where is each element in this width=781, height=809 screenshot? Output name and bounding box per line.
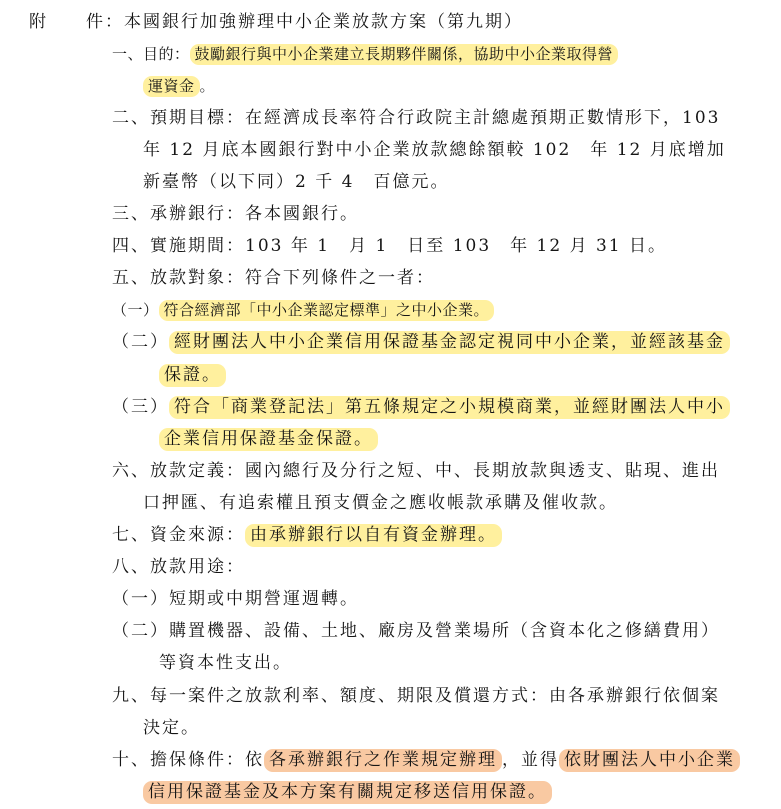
doc-line <box>0 231 781 263</box>
highlighted-text-run: 符合「商業登記法」第五條規定之小規模商業，並經財團法人中小 <box>169 396 730 419</box>
doc-line <box>0 199 781 231</box>
highlighted-text-run: 依財團法人中小企業 <box>559 749 740 772</box>
highlighted-text-run: 經財團法人中小企業信用保證基金認定視同中小企業，並經該基金 <box>169 331 730 354</box>
text-run: 二、預期目標：在經濟成長率符合行政院主計總處預期正數情形下，103 <box>112 107 721 128</box>
highlighted-text-run: 符合經濟部「中小企業認定標準」之中小企業。 <box>159 300 495 321</box>
doc-line <box>0 487 781 519</box>
text-run: 決定。 <box>143 717 200 738</box>
text-run: 三、承辦銀行：各本國銀行。 <box>112 204 359 225</box>
text-run: 一、目的： <box>112 44 190 63</box>
doc-line <box>0 520 781 552</box>
doc-line <box>0 584 781 616</box>
doc-line <box>0 166 781 198</box>
doc-line <box>0 102 781 134</box>
text-run: 口押匯、有追索權且預支價金之應收帳款承購及催收款。 <box>143 492 618 513</box>
doc-line <box>0 616 781 648</box>
text-run: 九、每一案件之放款利率、額度、期限及償還方式：由各承辦銀行依個案 <box>112 685 720 706</box>
doc-line <box>0 134 781 166</box>
text-run: （二） <box>112 332 169 353</box>
highlighted-text-run: 保證。 <box>159 364 226 387</box>
doc-line <box>0 391 781 423</box>
highlighted-text-run: 運資金 <box>143 76 200 97</box>
text-run: 附 件：本國銀行加強辦理中小企業放款方案（第九期） <box>29 11 523 32</box>
text-run: 新臺幣（以下同）2 千 4 百億元。 <box>143 172 450 193</box>
text-run: （一） <box>112 301 159 320</box>
doc-line <box>0 744 781 776</box>
text-run: 等資本性支出。 <box>159 653 292 674</box>
doc-line <box>0 38 781 70</box>
doc-line <box>0 680 781 712</box>
highlighted-text-run: 信用保證基金及本方案有關規定移送信用保證。 <box>143 781 552 804</box>
text-run: （一）短期或中期營運週轉。 <box>112 589 359 610</box>
text-run: 五、放款對象：符合下列條件之一者： <box>112 268 435 289</box>
doc-line <box>0 263 781 295</box>
doc-line <box>0 455 781 487</box>
doc-line <box>0 776 781 808</box>
doc-line <box>0 6 781 38</box>
text-run: 六、放款定義：國內總行及分行之短、中、長期放款與透支、貼現、進出 <box>112 460 720 481</box>
text-run: （二）購置機器、設備、土地、廠房及營業場所（含資本化之修繕費用） <box>112 621 720 642</box>
doc-line <box>0 552 781 584</box>
text-run: ，並得 <box>502 749 559 770</box>
doc-line <box>0 359 781 391</box>
doc-line <box>0 712 781 744</box>
doc-line <box>0 327 781 359</box>
text-run: 年 12 月底本國銀行對中小企業放款總餘額較 102 年 12 月底增加 <box>143 139 726 160</box>
text-run: 七、資金來源： <box>112 525 245 546</box>
text-run: （三） <box>112 396 169 417</box>
text-run: 四、實施期間：103 年 1 月 1 日至 103 年 12 月 31 日。 <box>112 236 668 257</box>
doc-line <box>0 70 781 102</box>
doc-line <box>0 423 781 455</box>
highlighted-text-run: 由承辦銀行以自有資金辦理。 <box>245 524 502 547</box>
doc-line <box>0 295 781 327</box>
highlighted-text-run: 企業信用保證基金保證。 <box>159 428 378 451</box>
text-run: 。 <box>199 76 216 95</box>
text-run: 十、擔保條件：依 <box>112 749 264 770</box>
highlighted-text-run: 各承辦銀行之作業規定辦理 <box>264 749 502 772</box>
text-run: 八、放款用途： <box>112 557 245 578</box>
doc-line <box>0 648 781 680</box>
highlighted-text-run: 鼓勵銀行與中小企業建立長期夥伴關係，協助中小企業取得營 <box>190 44 619 65</box>
